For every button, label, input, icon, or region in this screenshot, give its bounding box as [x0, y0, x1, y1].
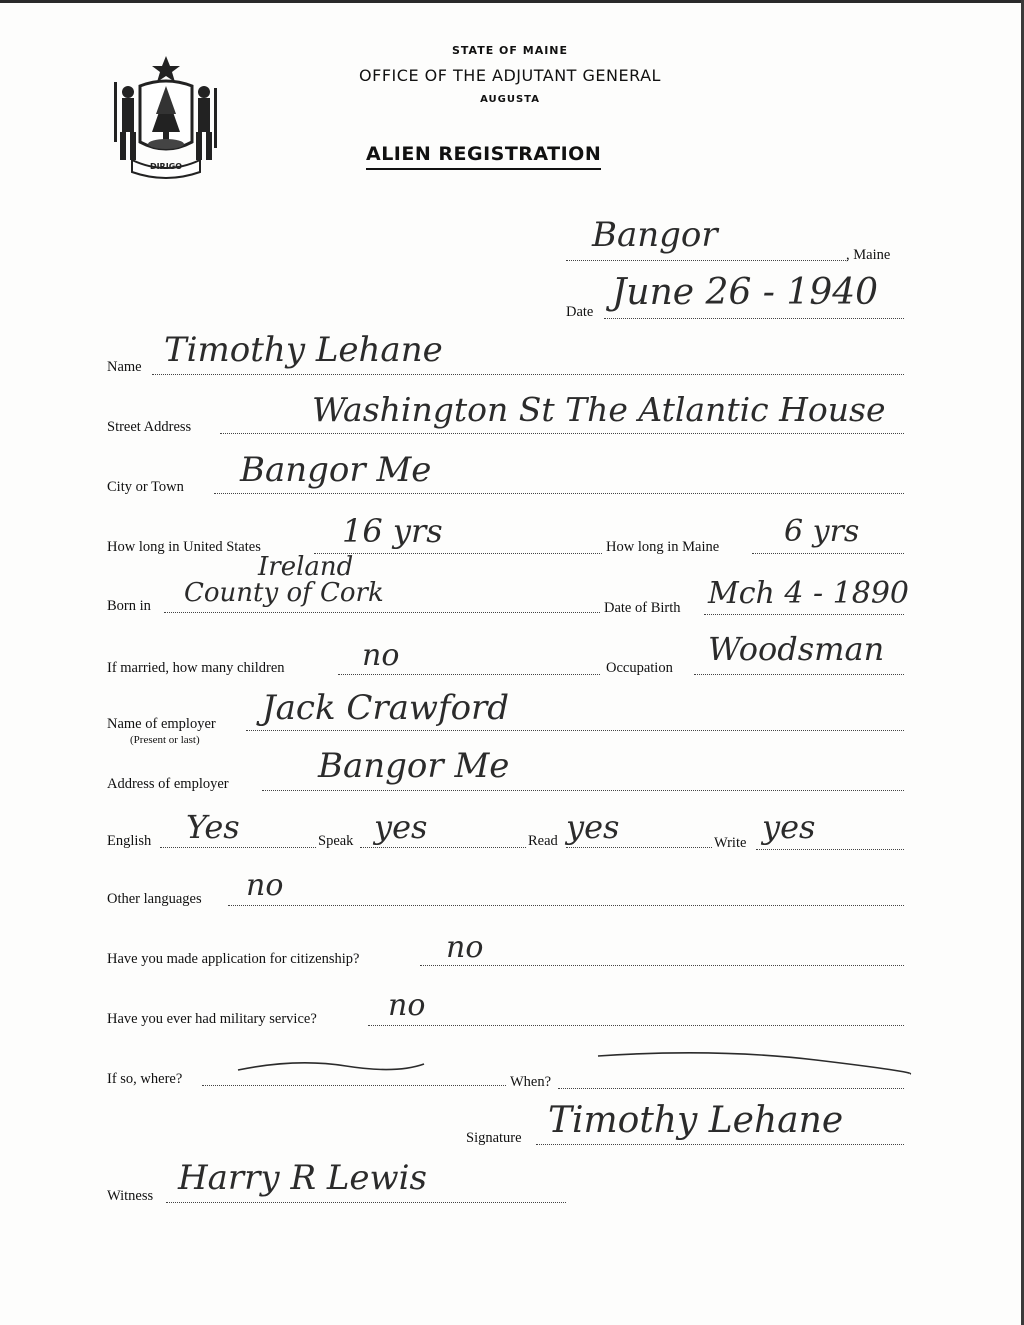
employer-name-entry: Jack Crawford	[262, 688, 510, 728]
town-line	[566, 260, 848, 261]
military-line	[368, 1025, 904, 1026]
street-address-label: Street Address	[107, 419, 192, 435]
employer-address-label: Address of employer	[107, 776, 229, 792]
occupation-entry: Woodsman	[708, 630, 885, 668]
header-office: OFFICE OF THE ADJUTANT GENERAL	[359, 66, 661, 85]
employer-address-line	[262, 790, 904, 791]
military-label: Have you ever had military service?	[107, 1011, 317, 1027]
how-long-us-entry: 16 yrs	[342, 512, 443, 550]
street-address-entry: Washington St The Atlantic House	[312, 390, 886, 429]
citizenship-label: Have you made application for citizenship?	[107, 951, 360, 967]
occupation-line	[694, 674, 904, 675]
born-in-line	[164, 612, 600, 613]
children-line	[338, 674, 600, 675]
speak-entry: yes	[374, 808, 428, 846]
children-label: If married, how many children	[107, 660, 285, 676]
maine-state-seal-icon	[110, 52, 222, 180]
signature-entry: Timothy Lehane	[548, 1100, 844, 1141]
write-label: Write	[714, 835, 747, 851]
born-in-label: Born in	[107, 598, 151, 614]
other-languages-line	[228, 905, 904, 906]
employer-name-label: Name of employer	[107, 716, 216, 732]
form-title: ALIEN REGISTRATION	[366, 143, 601, 170]
header-city: AUGUSTA	[480, 94, 540, 105]
speak-line	[360, 847, 526, 848]
if-so-where-label: If so, where?	[107, 1071, 183, 1087]
witness-line	[166, 1202, 566, 1203]
born-in-entry: County of Cork	[184, 578, 384, 608]
date-of-birth-label: Date of Birth	[604, 600, 681, 616]
english-entry: Yes	[186, 808, 240, 846]
town-entry: Bangor	[592, 215, 718, 255]
read-entry: yes	[566, 808, 620, 846]
date-label: Date	[566, 304, 594, 320]
city-or-town-entry: Bangor Me	[240, 450, 432, 490]
write-entry: yes	[762, 808, 816, 846]
children-entry: no	[362, 638, 400, 673]
city-or-town-line	[214, 493, 904, 494]
when-line	[558, 1088, 904, 1089]
signature-label: Signature	[466, 1130, 522, 1146]
military-entry: no	[388, 988, 426, 1023]
name-entry: Timothy Lehane	[164, 330, 443, 370]
witness-entry: Harry R Lewis	[178, 1158, 427, 1198]
speak-label: Speak	[318, 833, 354, 849]
read-label: Read	[528, 833, 558, 849]
city-or-town-label: City or Town	[107, 479, 184, 495]
maine-label: , Maine	[846, 247, 891, 263]
employer-name-line	[246, 730, 904, 731]
when-label: When?	[510, 1074, 552, 1090]
when-dash-mark	[596, 1050, 912, 1080]
how-long-maine-label: How long in Maine	[606, 539, 720, 555]
employer-address-entry: Bangor Me	[318, 746, 510, 786]
name-line	[152, 374, 904, 375]
read-line	[566, 847, 712, 848]
how-long-maine-entry: 6 yrs	[784, 514, 860, 549]
witness-label: Witness	[107, 1188, 154, 1204]
english-line	[160, 847, 316, 848]
english-label: English	[107, 833, 152, 849]
occupation-label: Occupation	[606, 660, 673, 676]
street-address-line	[220, 433, 904, 434]
if-so-where-line	[202, 1085, 506, 1086]
scan-edge-top	[0, 0, 1024, 3]
date-entry: June 26 - 1940	[612, 272, 879, 313]
date-of-birth-line	[704, 614, 904, 615]
name-label: Name	[107, 359, 142, 375]
how-long-maine-line	[752, 553, 904, 554]
other-languages-entry: no	[246, 868, 284, 903]
seal-motto: DIRIGO	[149, 162, 183, 171]
header-state: STATE OF MAINE	[451, 44, 569, 57]
how-long-us-line	[314, 553, 602, 554]
signature-line	[536, 1144, 904, 1145]
write-line	[756, 849, 904, 850]
other-languages-label: Other languages	[107, 891, 202, 907]
citizenship-entry: no	[446, 930, 484, 965]
employer-name-sublabel: (Present or last)	[130, 734, 200, 746]
how-long-us-label: How long in United States	[107, 539, 261, 555]
where-dash-mark	[236, 1056, 426, 1078]
date-of-birth-entry: Mch 4 - 1890	[708, 576, 910, 611]
date-line	[604, 318, 904, 319]
born-in-country-entry: Ireland	[258, 552, 354, 582]
citizenship-line	[420, 965, 904, 966]
